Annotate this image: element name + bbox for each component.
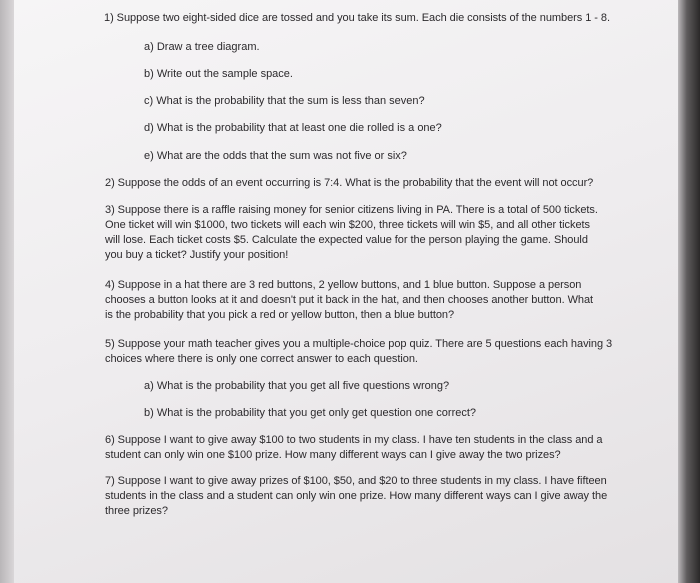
question-3-line-3: will lose. Each ticket costs $5. Calculate the expected value for the person playing the game. Should [105,234,588,246]
question-5-line-1: 5) Suppose your math teacher gives you a multiple-choice pop quiz. There are 5 questions each having 3 [105,338,613,350]
question-2-stem: 2) Suppose the odds of an event occurring is 7:4. What is the probability that the event will not occur? [105,177,594,189]
question-6-line-1: 6) Suppose I want to give away $100 to two students in my class. I have ten students in the class and a [105,434,603,446]
worksheet-page [14,0,678,583]
question-4-line-1: 4) Suppose in a hat there are 3 red buttons, 2 yellow buttons, and 1 blue button. Suppose a person [105,279,582,291]
page-shadow-right [678,0,700,583]
question-1c: c) What is the probability that the sum is less than seven? [144,95,425,107]
question-7-line-2: students in the class and a student can only win one prize. How many different ways can I give away the [105,490,608,502]
question-5b: b) What is the probability that you get only get question one correct? [144,407,477,419]
question-3-line-1: 3) Suppose there is a raffle raising money for senior citizens living in PA. There is a total of 500 tickets. [105,204,598,216]
question-1d: d) What is the probability that at least one die rolled is a one? [144,122,442,134]
question-7-line-3: three prizes? [105,505,168,517]
question-1b: b) Write out the sample space. [144,68,293,80]
question-1-stem: 1) Suppose two eight-sided dice are tossed and you take its sum. Each die consists of the numbers 1 - 8. [104,12,610,24]
question-3-line-4: you buy a ticket? Justify your position! [105,249,289,261]
question-5a: a) What is the probability that you get all five questions wrong? [144,380,450,392]
page-shadow-left [0,0,14,583]
question-3-line-2: One ticket will win $1000, two tickets will each win $200, three tickets will win $5, and all other tickets [105,219,590,231]
question-6-line-2: student can only win one $100 prize. How many different ways can I give away the two prizes? [105,449,561,461]
question-5-line-2: choices where there is only one correct answer to each question. [105,353,418,365]
question-7-line-1: 7) Suppose I want to give away prizes of $100, $50, and $20 to three students in my class. I have fifteen [105,475,607,487]
question-1a: a) Draw a tree diagram. [144,41,260,53]
question-1e: e) What are the odds that the sum was not five or six? [144,150,407,162]
question-4-line-2: chooses a button looks at it and doesn't put it back in the hat, and then chooses another button. What [105,294,594,306]
question-4-line-3: is the probability that you pick a red or yellow button, then a blue button? [105,309,455,321]
